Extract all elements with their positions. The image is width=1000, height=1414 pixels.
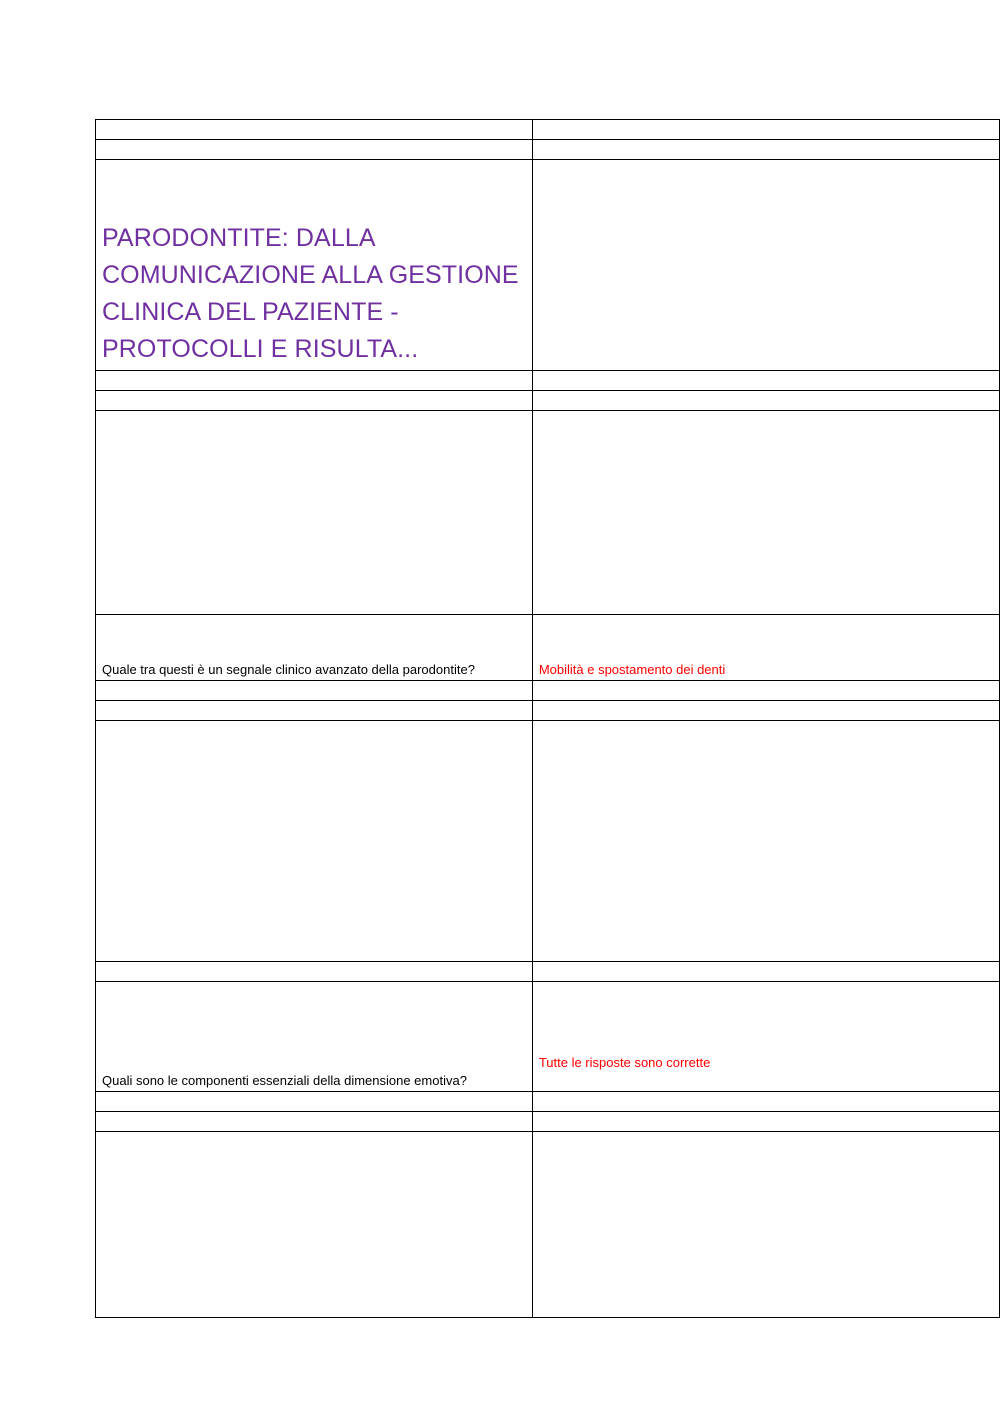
title-row — [96, 160, 1000, 371]
cell — [96, 962, 533, 982]
answer-cell — [532, 615, 999, 681]
cell — [532, 681, 999, 701]
empty-row — [96, 681, 1000, 701]
cell — [532, 962, 999, 982]
spacer-row — [96, 411, 1000, 615]
cell — [96, 701, 533, 721]
question-cell — [96, 982, 533, 1092]
cell — [532, 411, 999, 615]
cell — [96, 140, 533, 160]
cell — [532, 140, 999, 160]
cell — [96, 391, 533, 411]
question-cell — [96, 615, 533, 681]
title-cell — [96, 160, 533, 371]
answer-text: Mobilità e spostamento dei denti — [538, 662, 726, 677]
question-text: Quali sono le componenti essenziali della dimensione emotiva? — [102, 1073, 467, 1088]
empty-row — [96, 391, 1000, 411]
cell — [96, 681, 533, 701]
cell — [96, 1112, 533, 1132]
cell — [96, 1132, 533, 1318]
cell — [96, 371, 533, 391]
answer-text: Tutte le risposte sono corrette — [538, 1055, 711, 1070]
cell — [532, 391, 999, 411]
empty-row — [96, 120, 1000, 140]
spacer-row — [96, 721, 1000, 962]
cell — [532, 160, 999, 371]
empty-row — [96, 962, 1000, 982]
cell — [96, 411, 533, 615]
cell — [532, 120, 999, 140]
cell — [532, 701, 999, 721]
question-row — [96, 615, 1000, 681]
cell — [532, 721, 999, 962]
question-text: Quale tra questi è un segnale clinico avanzato della parodontite? — [102, 662, 475, 677]
cell — [96, 120, 533, 140]
cell — [96, 721, 533, 962]
spacer-row — [96, 1132, 1000, 1318]
empty-row — [96, 701, 1000, 721]
empty-row — [96, 371, 1000, 391]
quiz-sheet — [95, 119, 1000, 1318]
cell — [532, 1132, 999, 1318]
answer-cell — [532, 982, 999, 1092]
empty-row — [96, 1092, 1000, 1112]
question-row — [96, 982, 1000, 1092]
cell — [532, 1112, 999, 1132]
empty-row — [96, 140, 1000, 160]
cell — [96, 1092, 533, 1112]
document-title: PARODONTITE: DALLA COMUNICAZIONE ALLA GESTIONE CLINICA DEL PAZIENTE - PROTOCOLLI E RISULTA... — [102, 224, 519, 363]
empty-row — [96, 1112, 1000, 1132]
cell — [532, 1092, 999, 1112]
cell — [532, 371, 999, 391]
